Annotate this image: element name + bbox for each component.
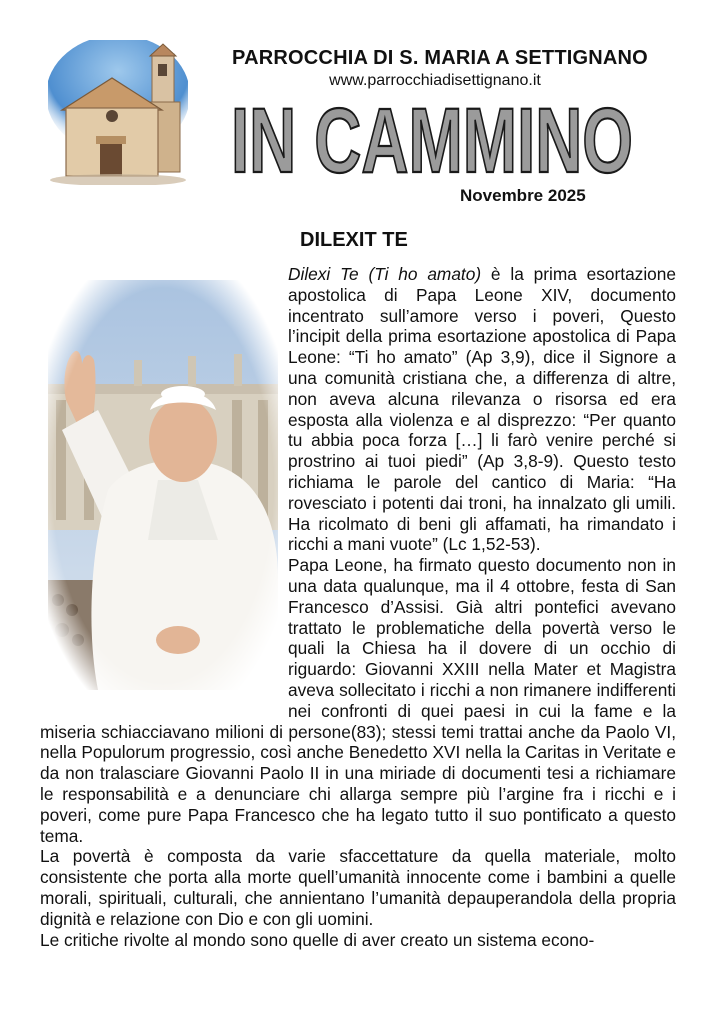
article-body xyxy=(40,264,676,950)
article-intro-italic: Dilexi Te (Ti ho amato) xyxy=(288,264,482,284)
church-illustration xyxy=(48,40,188,185)
article-title: DILEXIT TE xyxy=(300,229,408,251)
masthead-title xyxy=(222,86,642,186)
masthead-text: IN CAMMINO xyxy=(231,90,633,186)
parish-name: PARROCCHIA DI S. MARIA A SETTIGNANO xyxy=(232,47,648,69)
article-paragraph-text: è la prima esortazione apostolica di Papa Leone XIV, documento incentrato sull’amore verso i poveri, Questo l’incipit della prima esortazione apostolica di Papa Leone: “Ti ho amato” (Ap 3,9), dice il Signore a una comunità cristiana che, a differenza di altre, non aveva alcuna rilevanza o risorsa ed era esposta alla violenza e al disprezzo: “Per quanto tu abbia poca forza […] li farò venire perché si prostrino ai tuoi piedi” (Ap 3,8-9). Questo testo richiama le parole del cantico di Maria: “Ha rovesciato i potenti dai troni, ha innalzato gli umili. Ha ricolmato di beni gli affamati, ha rimandato i ricchi a mani vuote” (Lc 1,52-53). xyxy=(288,264,676,555)
article-paragraph: Le critiche rivolte al mondo sono quelle di aver creato un sistema econo- xyxy=(40,929,595,950)
parish-website: www.parrocchiadisettignano.it xyxy=(329,72,541,89)
photo-wrap-spacer xyxy=(40,264,288,706)
issue-date: Novembre 2025 xyxy=(460,186,586,205)
article-paragraph: Papa Leone, ha firmato questo documento non in una data qualunque, ma il 4 ottobre, festa di San Francesco d’Assisi. Già altri pontefici avevano trattato le problematiche della povertà verso le quali la Chiesa ha il dovere di un occhio di riguardo: Giovanni XXIII nella Mater et Magistra aveva sollecitato i ricchi a non rimanere indifferenti nei confronti di quei paesi in cui la fame e la miseria schiacciavano milioni di persone(83); stessi temi trattai anche da Paolo VI, nella Populorum progressio, così anche Benedetto XVI nella la Caritas in Veritate e da non tralasciare Giovanni Paolo II in una miriade di documenti tesi a richiamare le responsabilità e a denunciare chi allarga sempre più l’argine fra i ricchi e i poveri, come pure Papa Francesco che ha legato tutto il suo pontificato a questo tema. xyxy=(40,555,676,846)
article-paragraph: La povertà è composta da varie sfaccettature da quella materiale, molto consistente che porta alla morte quell’umanità innocente come i bambini a quelle morali, spirituali, culturali, che annientano l’umanità depauperandola della propria dignità e relazione con Dio e con gli uomini. xyxy=(40,846,676,929)
